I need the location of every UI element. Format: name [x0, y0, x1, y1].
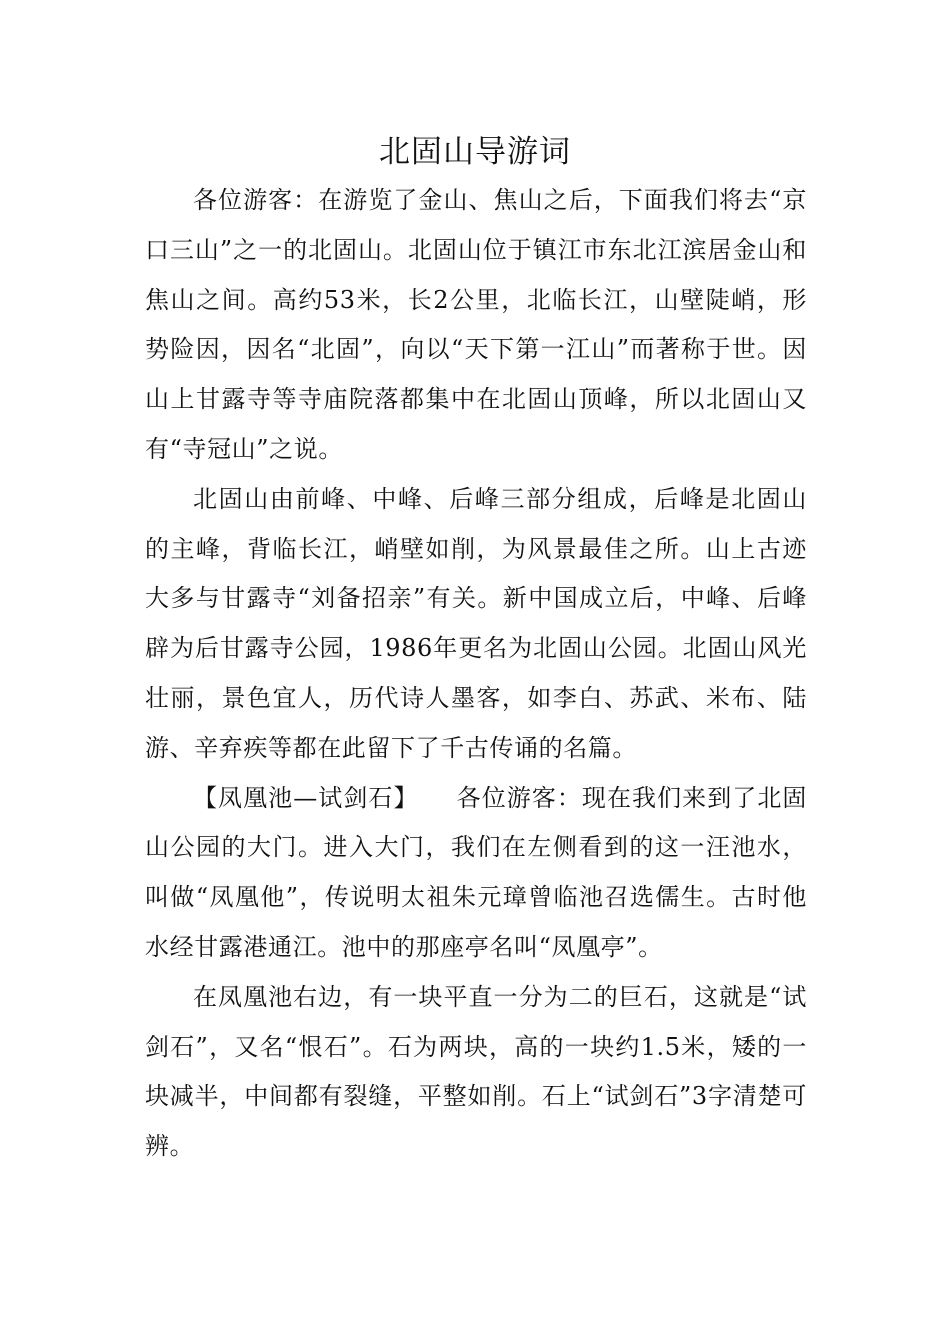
paragraph-intro: 各位游客：在游览了金山、焦山之后，下面我们将去“京口三山”之一的北固山。北固山位于镇江市东北江滨居金山和焦山之间。高约53米，长2公里，北临长江，山壁陡峭，形势险因，因名“北固”，向以“天下第一江山”而著称于世。因山上甘露寺等寺庙院落都集中在北固山顶峰，所以北固山又有“寺冠山”之说。 [145, 186, 807, 463]
paragraph-peaks: 北固山由前峰、中峰、后峰三部分组成，后峰是北固山的主峰，背临长江，峭壁如削，为风景最佳之所。山上古迹大多与甘露寺“刘备招亲”有关。新中国成立后，中峰、后峰辟为后甘露寺公园，1986年更名为北固山公园。北固山风光壮丽，景色宜人，历代诗人墨客，如李白、苏武、米布、陆游、辛弃疾等都在此留下了千古传诵的名篇。 [145, 484, 807, 762]
paragraph-sword-stone: 在凤凰池右边，有一块平直一分为二的巨石，这就是“试剑石”，又名“恨石”。石为两块，高的一块约1.5米，矮的一块减半，中间都有裂缝，平整如削。石上“试剑石”3字清楚可辨。 [145, 982, 807, 1161]
document-body [145, 176, 807, 1172]
paragraph-phoenix-pool: 【凤凰池—试剑石】 各位游客：现在我们来到了北固山公园的大门。进入大门，我们在左侧看到的这一汪池水，叫做“凤凰他”，传说明太祖朱元璋曾临池召选儒生。古时他水经甘露港通江。池中的那座亭名叫“凤凰亭”。 [145, 783, 807, 961]
document-title: 北固山导游词 [379, 134, 571, 170]
